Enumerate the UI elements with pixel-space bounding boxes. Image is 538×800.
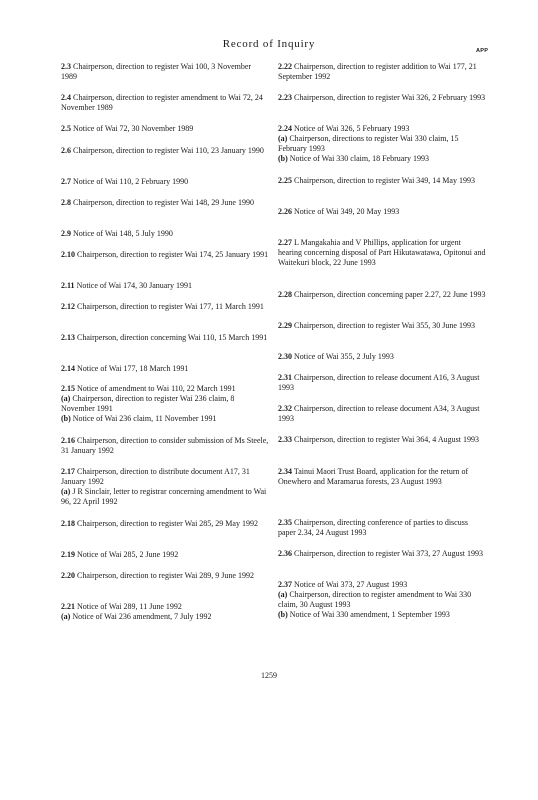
record-entry (61, 302, 269, 312)
record-entry (61, 436, 269, 456)
entry-text: Notice of Wai 373, 27 August 1993 (294, 580, 408, 589)
sub-entry (278, 134, 486, 154)
entry-number: 2.13 (61, 333, 75, 342)
record-entry (278, 549, 486, 559)
record-entry (278, 176, 486, 186)
sub-entry (278, 154, 486, 164)
entry-text: Chairperson, direction to register Wai 110, 23 January 1990 (73, 146, 264, 155)
entry-text: Notice of Wai 326, 5 February 1993 (294, 124, 410, 133)
record-entry (278, 580, 486, 620)
sub-entry-label: (a) (278, 134, 288, 143)
record-entry (278, 62, 486, 82)
record-entry (61, 198, 269, 208)
record-entry (61, 364, 269, 374)
entry-text: Notice of Wai 110, 2 February 1990 (73, 177, 189, 186)
sub-entry-text: Notice of Wai 236 claim, 11 November 1991 (72, 414, 217, 423)
sub-entry-text: Notice of Wai 236 amendment, 7 July 1992 (72, 612, 212, 621)
sub-entry-label: (b) (61, 414, 71, 423)
section-tag: APP (476, 48, 489, 54)
entry-text: Chairperson, direction to release document A34, 3 August 1993 (278, 404, 480, 423)
entry-text: L Mangakahia and V Phillips, application for urgent hearing concerning disposal of Part Hikutawatawa, Opitonui and Waitekuri block, 22 June 1993 (278, 238, 486, 267)
entry-text: Chairperson, direction to register Wai 285, 29 May 1992 (77, 519, 258, 528)
record-entry (278, 373, 486, 393)
sub-entry-text: J R Sinclair, letter to registrar concerning amendment to Wai 96, 22 April 1992 (61, 487, 267, 506)
entry-text: Chairperson, direction to register Wai 174, 25 January 1991 (77, 250, 269, 259)
entry-text: Chairperson, direction to register Wai 364, 4 August 1993 (294, 435, 479, 444)
record-entry (278, 207, 486, 217)
entry-number: 2.3 (61, 62, 71, 71)
entry-text: Chairperson, direction to distribute document A17, 31 January 1992 (61, 467, 250, 486)
entry-number: 2.35 (278, 518, 292, 527)
entry-text: Chairperson, direction to register Wai 349, 14 May 1993 (294, 176, 475, 185)
entry-number: 2.28 (278, 290, 292, 299)
sub-entry-text: Chairperson, directions to register Wai 330 claim, 15 February 1993 (278, 134, 459, 153)
entry-number: 2.21 (61, 602, 75, 611)
entry-text: Chairperson, direction to register Wai 148, 29 June 1990 (73, 198, 254, 207)
record-entry (61, 281, 269, 291)
entry-number: 2.12 (61, 302, 75, 311)
record-entry (61, 384, 269, 424)
entry-number: 2.29 (278, 321, 292, 330)
entry-text: Chairperson, direction to register Wai 177, 11 March 1991 (77, 302, 264, 311)
entry-text: Chairperson, direction concerning Wai 110, 15 March 1991 (77, 333, 268, 342)
entry-number: 2.27 (278, 238, 292, 247)
record-entry (278, 467, 486, 487)
sub-entry (278, 590, 486, 610)
entry-number: 2.6 (61, 146, 71, 155)
entry-number: 2.30 (278, 352, 292, 361)
entry-text: Notice of amendment to Wai 110, 22 March 1991 (77, 384, 236, 393)
entry-text: Chairperson, direction to register Wai 326, 2 February 1993 (294, 93, 486, 102)
entry-number: 2.8 (61, 198, 71, 207)
record-entry (278, 124, 486, 164)
entry-text: Notice of Wai 72, 30 November 1989 (73, 124, 194, 133)
entry-number: 2.23 (278, 93, 292, 102)
sub-entry (278, 610, 486, 620)
entry-number: 2.11 (61, 281, 75, 290)
sub-entry (61, 394, 269, 414)
entry-text: Chairperson, direction to register Wai 373, 27 August 1993 (294, 549, 483, 558)
sub-entry-label: (a) (61, 612, 71, 621)
entry-text: Chairperson, direction to register amendment to Wai 72, 24 November 1989 (61, 93, 263, 112)
entry-number: 2.7 (61, 177, 71, 186)
entry-number: 2.25 (278, 176, 292, 185)
entry-number: 2.36 (278, 549, 292, 558)
entry-text: Chairperson, direction concerning paper 2.27, 22 June 1993 (294, 290, 486, 299)
record-entry (61, 333, 269, 343)
record-entry (61, 602, 269, 622)
record-entry (61, 250, 269, 260)
entry-text: Notice of Wai 289, 11 June 1992 (77, 602, 182, 611)
entry-text: Notice of Wai 177, 18 March 1991 (77, 364, 189, 373)
record-entry (278, 518, 486, 538)
page-title: Record of Inquiry (222, 38, 316, 50)
record-entry (61, 550, 269, 560)
sub-entry-text: Chairperson, direction to register amendment to Wai 330 claim, 30 August 1993 (278, 590, 472, 609)
entry-number: 2.34 (278, 467, 292, 476)
record-entry (61, 467, 269, 507)
record-entry (278, 238, 486, 268)
sub-entry (61, 612, 269, 622)
entry-number: 2.24 (278, 124, 292, 133)
sub-entry-label: (a) (61, 394, 71, 403)
entry-text: Notice of Wai 349, 20 May 1993 (294, 207, 400, 216)
entry-text: Chairperson, direction to register addition to Wai 177, 21 September 1992 (278, 62, 477, 81)
sub-entry (61, 487, 269, 507)
entry-text: Chairperson, direction to register Wai 100, 3 November 1989 (61, 62, 252, 81)
record-entry (278, 290, 486, 300)
record-entry (61, 146, 269, 156)
sub-entry-label: (b) (278, 610, 288, 619)
entry-number: 2.15 (61, 384, 75, 393)
page-number: 1259 (261, 671, 277, 680)
record-entry (278, 93, 486, 103)
entry-text: Notice of Wai 355, 2 July 1993 (294, 352, 394, 361)
sub-entry-label: (a) (278, 590, 288, 599)
entry-number: 2.37 (278, 580, 292, 589)
entry-text: Tainui Maori Trust Board, application for the return of Onewhero and Maramarua forests, 23 August 1993 (278, 467, 469, 486)
entry-number: 2.26 (278, 207, 292, 216)
record-entry (278, 435, 486, 445)
sub-entry-label: (b) (278, 154, 288, 163)
entry-text: Chairperson, direction to consider submission of Ms Steele, 31 January 1992 (61, 436, 269, 455)
sub-entry-text: Chairperson, direction to register Wai 236 claim, 8 November 1991 (61, 394, 235, 413)
entry-number: 2.18 (61, 519, 75, 528)
entry-number: 2.19 (61, 550, 75, 559)
sub-entry (61, 414, 269, 424)
record-entry (278, 321, 486, 331)
record-entry (278, 352, 486, 362)
record-entry (61, 124, 269, 134)
sub-entry-text: Notice of Wai 330 amendment, 1 September 1993 (289, 610, 450, 619)
sub-entry-text: Notice of Wai 330 claim, 18 February 1993 (289, 154, 429, 163)
record-entry (61, 571, 269, 581)
entry-text: Chairperson, direction to register Wai 289, 9 June 1992 (77, 571, 254, 580)
entry-number: 2.16 (61, 436, 75, 445)
record-entry (61, 93, 269, 113)
record-entry (278, 404, 486, 424)
entry-number: 2.5 (61, 124, 71, 133)
entry-number: 2.4 (61, 93, 71, 102)
entry-number: 2.22 (278, 62, 292, 71)
entry-number: 2.14 (61, 364, 75, 373)
entry-number: 2.32 (278, 404, 292, 413)
entry-number: 2.10 (61, 250, 75, 259)
entry-text: Notice of Wai 174, 30 January 1991 (76, 281, 192, 290)
entry-text: Chairperson, directing conference of parties to discuss paper 2.34, 24 August 1993 (278, 518, 468, 537)
entry-text: Notice of Wai 148, 5 July 1990 (73, 229, 173, 238)
record-entry (61, 519, 269, 529)
record-entry (61, 177, 269, 187)
entry-number: 2.9 (61, 229, 71, 238)
entry-number: 2.33 (278, 435, 292, 444)
entry-text: Notice of Wai 285, 2 June 1992 (77, 550, 179, 559)
record-entry (61, 229, 269, 239)
entry-number: 2.31 (278, 373, 292, 382)
entry-number: 2.20 (61, 571, 75, 580)
entry-text: Chairperson, direction to release document A16, 3 August 1993 (278, 373, 480, 392)
record-entry (61, 62, 269, 82)
entry-text: Chairperson, direction to register Wai 355, 30 June 1993 (294, 321, 475, 330)
entry-number: 2.17 (61, 467, 75, 476)
sub-entry-label: (a) (61, 487, 71, 496)
